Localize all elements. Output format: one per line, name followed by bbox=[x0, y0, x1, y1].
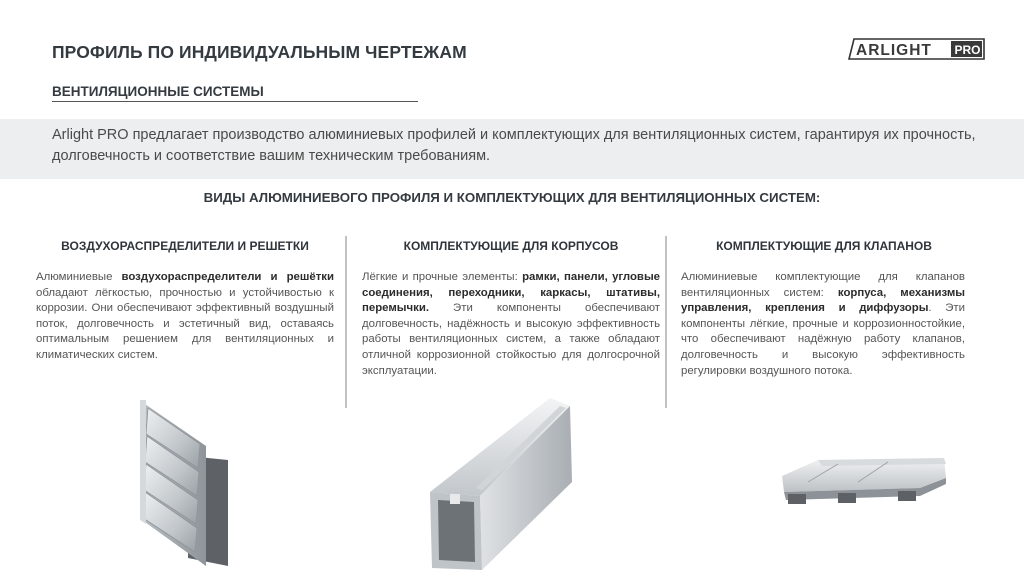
section-subtitle: ВЕНТИЛЯЦИОННЫЕ СИСТЕМЫ bbox=[52, 84, 418, 102]
logo-badge: PRO bbox=[954, 43, 981, 57]
column-divider bbox=[345, 236, 347, 408]
column-heading-valves: КОМПЛЕКТУЮЩИЕ ДЛЯ КЛАПАНОВ bbox=[716, 239, 932, 253]
housing-profile-image bbox=[420, 392, 580, 570]
column-heading-housings: КОМПЛЕКТУЮЩИЕ ДЛЯ КОРПУСОВ bbox=[403, 239, 619, 253]
column-heading-grilles: ВОЗДУХОРАСПРЕДЕЛИТЕЛИ И РЕШЕТКИ bbox=[61, 239, 309, 253]
valve-profile-image bbox=[778, 452, 948, 508]
types-heading: ВИДЫ АЛЮМИНИЕВОГО ПРОФИЛЯ И КОМПЛЕКТУЮЩИХ ДЛЯ ВЕНТИЛЯЦИОННЫХ СИСТЕМ: bbox=[203, 190, 821, 205]
page-title: ПРОФИЛЬ ПО ИНДИВИДУАЛЬНЫМ ЧЕРТЕЖАМ bbox=[52, 42, 467, 62]
column-divider bbox=[665, 236, 667, 408]
column-text-housings: Лёгкие и прочные элементы: рамки, панели, угловые соединения, переходники, каркасы, штативы, перемычки. Эти компоненты обеспечивают долговечность, надёжность и высокую эффективность работы вентиляционных систем, а также обладают отличной коррозионной стойкостью для долгосрочной эксплуатации. bbox=[362, 271, 661, 377]
column-text-grilles: Алюминиевые воздухораспределители и решётки обладают лёгкостью, прочностью и устойчивостью к коррозии. Они обеспечивают эффективный воздушный поток, долговечность и эстетичный вид, оставаясь оптимальным решением для вентиляционных и климатических систем. bbox=[36, 271, 334, 361]
intro-band bbox=[0, 119, 1024, 179]
intro-text: Arlight PRO предлагает производство алюминиевых профилей и комплектующих для вентиляционных систем, гарантируя их прочность, долговечность и соответствие вашим техническим требованиям. bbox=[52, 127, 976, 164]
column-text-valves: Алюминиевые комплектующие для клапанов вентиляционных систем: корпуса, механизмы управления, крепления и диффузоры. Эти компоненты лёгкие, прочные и коррозионностойкие, что обеспечивают надёжную работу клапанов, долговечность и высокую эффективность регулировки воздушного потока. bbox=[681, 271, 965, 377]
louvre-grille-image bbox=[128, 398, 240, 568]
arlight-pro-logo bbox=[848, 38, 985, 60]
logo-text: ARLIGHT bbox=[856, 42, 932, 59]
